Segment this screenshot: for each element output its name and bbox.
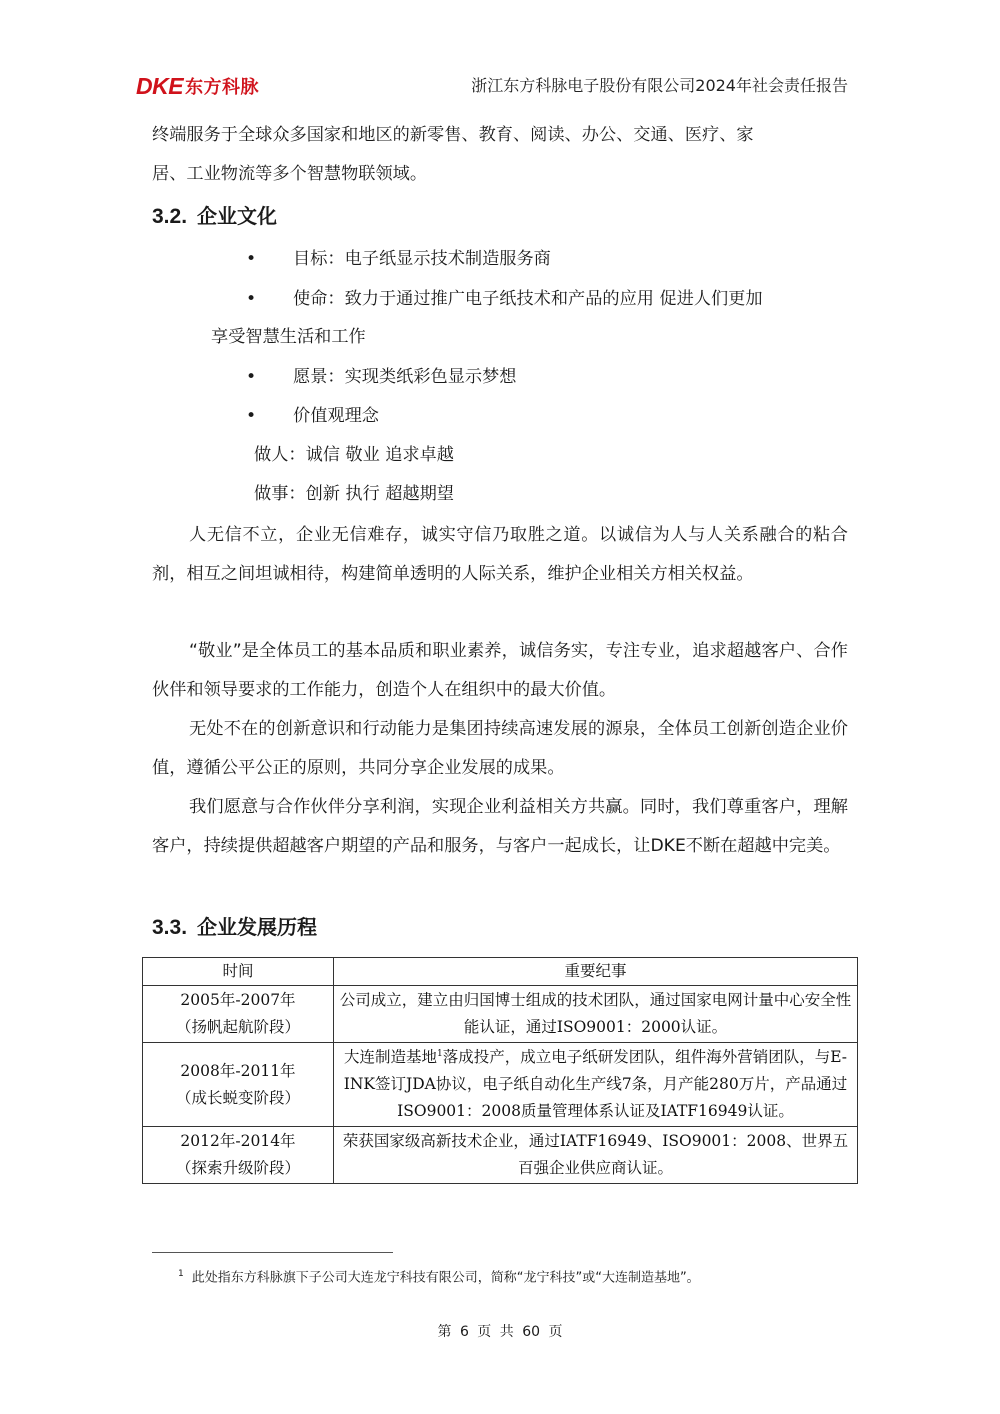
company-logo (136, 72, 259, 100)
footnote-text: 此处指东方科脉旗下子公司大连龙宁科技有限公司，简称“龙宁科技”或“大连制造基地”。 (191, 1270, 700, 1286)
value-line-work: 做事：创新 执行 超越期望 (254, 484, 454, 504)
footnote-reference[interactable]: 1 (436, 1048, 443, 1059)
culture-bullet-vision (246, 362, 516, 392)
intro-paragraph (152, 116, 848, 193)
years-text: 2005年-2007年 (180, 991, 296, 1009)
table-header-row (143, 958, 858, 986)
column-header-events: 重要纪事 (334, 958, 858, 986)
logo-chinese-text: 东方科脉 (185, 77, 260, 97)
time-cell (143, 1043, 334, 1127)
bullet-dot-icon: • (246, 289, 257, 309)
culture-bullet-mission (246, 284, 763, 314)
table-row (143, 1043, 858, 1127)
body-paragraph-dedication: “敬业”是全体员工的基本品质和职业素养，诚信务实，专注专业，追求超越客户、合作伙伴和领导要求的工作能力，创造个人在组织中的最大价值。 (152, 641, 848, 700)
event-cell (334, 1043, 858, 1127)
intro-line: 终端服务于全球众多国家和地区的新零售、教育、阅读、办公、交通、医疗、家 (152, 125, 754, 145)
footnote-mark: 1 (178, 1269, 184, 1279)
culture-bullet-goal (246, 244, 551, 274)
table-row (143, 986, 858, 1043)
intro-line: 居、工业物流等多个智慧物联领域。 (152, 163, 428, 184)
body-paragraph-partners: 我们愿意与合作伙伴分享利润，实现企业利益相关方共赢。同时，我们尊重客户，理解客户，持续提供超越客户期望的产品和服务，与客户一起成长，让DKE不断在超越中完美。 (152, 797, 848, 856)
footnote-divider (152, 1252, 393, 1253)
event-text: 落成投产，成立电子纸研发团队，组件海外营销团队，与E-INK签订JDA协议，电子纸自动化生产线7条，月产能280万片，产品通过ISO9001：2008质量管理体系认证及IATF16949认证。 (343, 1048, 848, 1120)
development-history-table (142, 957, 858, 1184)
section-heading-3-3 (152, 913, 317, 942)
bullet-dot-icon: • (246, 249, 257, 269)
column-header-time: 时间 (143, 958, 334, 986)
report-header-title: 浙江东方科脉电子股份有限公司2024年社会责任报告 (471, 76, 848, 95)
bullet-text: 目标：电子纸显示技术制造服务商 (293, 249, 551, 269)
event-cell: 公司成立，建立由归国博士组成的技术团队，通过国家电网计量中心安全性能认证，通过ISO9001：2000认证。 (334, 986, 858, 1043)
section-title: 企业文化 (197, 204, 278, 228)
bullet-dot-icon: • (246, 367, 257, 387)
years-text: 2012年-2014年 (180, 1132, 296, 1150)
body-paragraph-innovation: 无处不在的创新意识和行动能力是集团持续高速发展的源泉，全体员工创新创造企业价值，遵循公平公正的原则，共同分享企业发展的成果。 (152, 719, 848, 778)
section-number: 3.2. (152, 205, 188, 228)
table-row (143, 1127, 858, 1184)
footnote (178, 1264, 700, 1288)
section-heading-3-2 (152, 202, 277, 231)
event-text: 大连制造基地 (343, 1048, 437, 1066)
stage-text: （探索升级阶段） (175, 1159, 300, 1177)
logo-latin-text: DKE (136, 72, 184, 99)
time-cell (143, 1127, 334, 1184)
bullet-text: 价值观理念 (293, 406, 379, 426)
page-number: 第 6 页 共 60 页 (437, 1324, 563, 1340)
years-text: 2008年-2011年 (180, 1061, 296, 1080)
time-cell (143, 986, 334, 1043)
section-title: 企业发展历程 (197, 915, 318, 939)
culture-bullet-values (246, 401, 379, 431)
bullet-text: 使命：致力于通过推广电子纸技术和产品的应用 促进人们更加 (293, 289, 763, 309)
culture-bullet-mission-continued: 享受智慧生活和工作 (211, 327, 366, 347)
bullet-text: 愿景：实现类纸彩色显示梦想 (293, 367, 517, 387)
stage-text: （扬帆起航阶段） (175, 1018, 300, 1036)
value-line-person: 做人：诚信 敬业 追求卓越 (254, 445, 454, 465)
stage-text: （成长蜕变阶段） (175, 1088, 300, 1107)
event-cell: 荣获国家级高新技术企业，通过IATF16949、ISO9001：2008、世界五百强企业供应商认证。 (334, 1127, 858, 1184)
body-paragraph-integrity: 人无信不立，企业无信难存，诚实守信乃取胜之道。以诚信为人与人关系融合的粘合剂，相互之间坦诚相待，构建简单透明的人际关系，维护企业相关方相关权益。 (152, 525, 848, 584)
bullet-dot-icon: • (246, 406, 257, 426)
section-number: 3.3. (152, 916, 188, 939)
